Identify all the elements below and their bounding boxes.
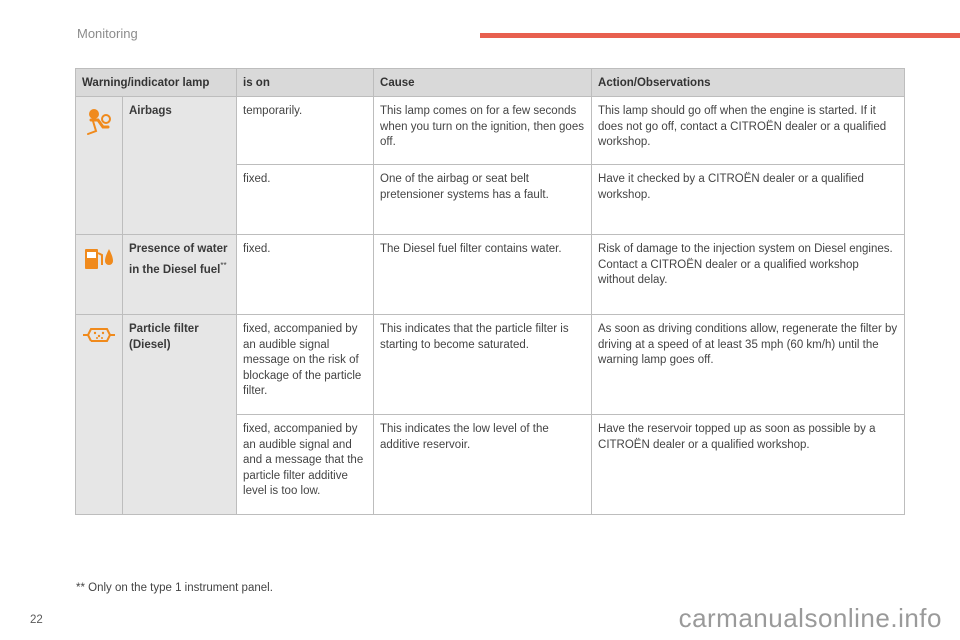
page-number: 22 [30,614,43,626]
is-on-cell: fixed, accompanied by an audible signal message on the risk of blockage of the particle filter. [237,315,374,415]
water-in-fuel-icon [82,245,116,271]
footnote-marker: ** [220,260,227,270]
action-cell: Risk of damage to the injection system on Diesel engines. Contact a CITROËN dealer or a qualified workshop without delay. [592,235,905,315]
header-accent-bar [480,33,960,38]
cause-cell: The Diesel fuel filter contains water. [374,235,592,315]
airbag-icon-cell [76,97,123,235]
is-on-cell: fixed. [237,235,374,315]
table-row [76,315,905,415]
watermark: carmanualsonline.info [678,603,942,633]
is-on-cell: temporarily. [237,97,374,165]
particle-filter-icon [82,325,116,345]
cause-cell: This indicates the low level of the additive reservoir. [374,415,592,515]
cause-cell: One of the airbag or seat belt pretensioner systems has a fault. [374,165,592,235]
header-is-on: is on [237,69,374,97]
particle-filter-icon-cell [76,315,123,515]
table-header-row [76,69,905,97]
section-title: Monitoring [77,26,138,41]
action-cell: As soon as driving conditions allow, regenerate the filter by driving at a speed of at least 35 mph (60 km/h) until the warning lamp goes off. [592,315,905,415]
cause-cell: This lamp comes on for a few seconds when you turn on the ignition, then goes off. [374,97,592,165]
action-cell: This lamp should go off when the engine is started. If it does not go off, contact a CITROËN dealer or a qualified workshop. [592,97,905,165]
table-row [76,97,905,165]
lamp-name-label: Presence of water in the Diesel fuel [129,243,228,276]
header-warning-lamp: Warning/indicator lamp [76,69,237,97]
lamp-name-airbags: Airbags [123,97,237,235]
airbag-icon [84,107,114,137]
lamp-name-particle-filter: Particle filter (Diesel) [123,315,237,515]
action-cell: Have it checked by a CITROËN dealer or a qualified workshop. [592,165,905,235]
is-on-cell: fixed. [237,165,374,235]
water-in-fuel-icon-cell [76,235,123,315]
header-cause: Cause [374,69,592,97]
warning-lamp-table [75,68,905,515]
footnote: ** Only on the type 1 instrument panel. [76,582,273,594]
cause-cell: This indicates that the particle filter is starting to become saturated. [374,315,592,415]
action-cell: Have the reservoir topped up as soon as possible by a CITROËN dealer or a qualified workshop. [592,415,905,515]
is-on-cell: fixed, accompanied by an audible signal and and a message that the particle filter additive level is too low. [237,415,374,515]
header-action: Action/Observations [592,69,905,97]
table-row [76,235,905,315]
lamp-name-water-in-diesel [123,235,237,315]
